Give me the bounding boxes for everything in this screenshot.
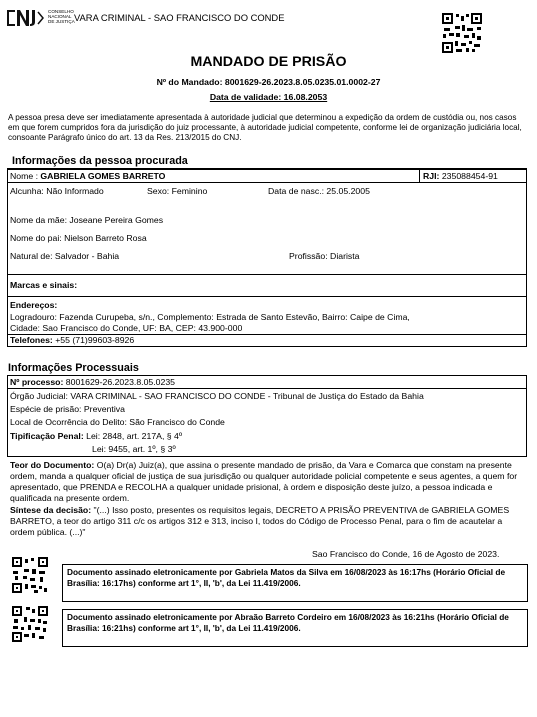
tipificacao-value: Lei: 2848, art. 217A, § 4º bbox=[83, 431, 183, 441]
tipificacao-label: Tipificação Penal: bbox=[10, 431, 84, 441]
nome-mae: Nome da mãe: Joseane Pereira Gomes bbox=[10, 215, 164, 225]
qr-code-signature-2 bbox=[12, 606, 48, 642]
cnj-caption-line: NACIONAL bbox=[48, 14, 72, 19]
row-divider bbox=[7, 296, 527, 297]
cnj-logo-mark bbox=[5, 7, 47, 29]
alcunha: Alcunha: Não Informado bbox=[10, 186, 104, 196]
teor-documento bbox=[10, 460, 522, 504]
rji-label: RJI: bbox=[423, 171, 440, 181]
teor-label: Teor do Documento: bbox=[10, 460, 95, 470]
qr-code-header bbox=[442, 13, 482, 53]
local-delito: Local de Ocorrência do Delito: São Francisco do Conde bbox=[10, 417, 225, 427]
place-date: Sao Francisco do Conde, 16 de Agosto de 2023. bbox=[312, 549, 500, 559]
orgao-judicial: Órgão Judicial: VARA CRIMINAL - SAO FRANCISCO DO CONDE - Tribunal de Justiça do Estado da Bahia bbox=[10, 391, 424, 401]
naturalidade: Natural de: Salvador - Bahia bbox=[10, 251, 120, 261]
marcas-label: Marcas e sinais: bbox=[10, 280, 78, 290]
endereco-line: Cidade: Sao Francisco do Conde, UF: BA, CEP: 43.900-000 bbox=[10, 323, 243, 333]
sintese-text: "(...) Isso posto, presentes os requisitos legais, DECRETO A PRISÃO PREVENTIVA de GABRIELA GOMES BARRETO, a teor do artigo 311 c/c os artigos 312 e 313, inciso I, todos do Código de Processo Penal, para o fim de acautelar a ordem pública. (...)" bbox=[10, 505, 510, 537]
signature-box-1: Documento assinado eletronicamente por Gabriela Matos da Silva em 16/08/2023 às 16:17hs (Horário Oficial de Brasília: 16:17hs) conforme art 1°, II, 'b', da Lei 11.419/2006. bbox=[62, 564, 528, 602]
signature-box-2: Documento assinado eletronicamente por Abraão Barreto Cordeiro em 16/08/2023 às 16:21hs (Horário Oficial de Brasília: 16:21hs) conforme art 1°, II, 'b', da Lei 11.419/2006. bbox=[62, 609, 528, 647]
process-section-title: Informações Processuais bbox=[8, 362, 139, 374]
tipificacao bbox=[10, 431, 182, 442]
numero-processo bbox=[10, 377, 175, 388]
endereco-line: Logradouro: Fazenda Curupeba, s/n., Complemento: Estrada de Santo Estevão, Bairro: Caipe de Cima, bbox=[10, 312, 410, 322]
data-nascimento: Data de nasc.: 25.05.2005 bbox=[268, 186, 370, 196]
validity-date: Data de validade: 16.08.2053 bbox=[209, 92, 328, 102]
row-divider bbox=[419, 169, 420, 183]
teor-text: O(a) Dr(a) Juiz(a), que assina o presente mandado de prisão, da Vara e Comarca que constam na presente ordem, manda a qualquer oficial de justiça de sua jurisdição ou qualquer autoridade policial competente e seus agentes, a quem for apresentado, que PRENDA e RECOLHA a qualquer unidade prisional, à ordem e disposição deste juízo, a pessoa indicada e qualificada na presente ordem. bbox=[10, 460, 518, 503]
left-border bbox=[7, 183, 8, 347]
qr-code-icon bbox=[442, 13, 482, 53]
telefones-label: Telefones: bbox=[10, 335, 53, 345]
nome-pai: Nome do pai: Nielson Barreto Rosa bbox=[10, 233, 147, 243]
qr-code-signature-1 bbox=[12, 557, 48, 593]
person-name bbox=[10, 171, 165, 182]
right-border bbox=[526, 183, 527, 347]
intro-paragraph: A pessoa presa deve ser imediatamente apresentada à autoridade judicial que determinou a expedição da ordem de custódia ou, nos casos em que forem cumpridos fora da jurisdição do juiz processante, à autoridade judicial competente, conforme lei de organização judiciária local, consoante Parágrafo único do art. 13 da Res. 213/2015 do CNJ. bbox=[8, 113, 522, 142]
sintese-label: Síntese da decisão: bbox=[10, 505, 92, 515]
numero-value: 8001629-26.2023.8.05.0235 bbox=[63, 377, 175, 387]
cnj-caption-line: DE JUSTIÇA bbox=[48, 19, 75, 24]
sexo: Sexo: Feminino bbox=[147, 186, 208, 196]
name-label: Nome : bbox=[10, 171, 41, 181]
tipificacao-line-2: Lei: 9455, art. 1º, § 3º bbox=[92, 444, 176, 454]
cnj-caption bbox=[48, 9, 75, 24]
mandado-number: Nº do Mandado: 8001629-26.2023.8.05.0235.01.0002-27 bbox=[156, 77, 381, 87]
especie-prisao: Espécie de prisão: Preventiva bbox=[10, 404, 125, 414]
enderecos-label: Endereços: bbox=[10, 300, 58, 310]
cnj-logo bbox=[5, 7, 47, 29]
profissao: Profissão: Diarista bbox=[289, 251, 360, 261]
document-title: MANDADO DE PRISÃO bbox=[190, 54, 347, 70]
row-divider bbox=[7, 346, 527, 347]
telefones bbox=[10, 335, 134, 346]
name-value: GABRIELA GOMES BARRETO bbox=[40, 171, 166, 181]
qr-code-icon bbox=[12, 557, 48, 593]
row-divider bbox=[7, 388, 527, 389]
person-section-title: Informações da pessoa procurada bbox=[12, 155, 188, 167]
telefones-value: +55 (71)99603-8926 bbox=[52, 335, 135, 345]
court-name: VARA CRIMINAL - SAO FRANCISCO DO CONDE bbox=[74, 12, 285, 23]
qr-code-icon bbox=[12, 606, 48, 642]
rji-value: 235088454-91 bbox=[439, 171, 498, 181]
numero-label: Nº processo: bbox=[10, 377, 64, 387]
person-rji bbox=[423, 171, 498, 182]
sintese-decisao bbox=[10, 505, 522, 538]
cnj-caption-line: CONSELHO bbox=[48, 9, 74, 14]
row-divider bbox=[7, 274, 527, 275]
